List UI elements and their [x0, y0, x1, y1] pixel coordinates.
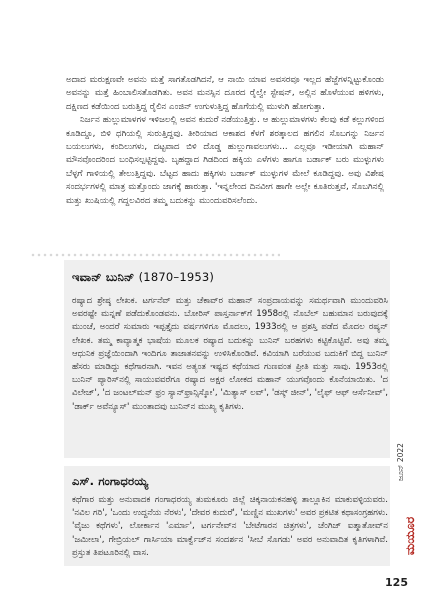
translator-bio-box: [64, 466, 390, 566]
author-name: ಇವಾನ್ ಬುನಿನ್: [72, 270, 135, 284]
story-paragraph: ನಿರ್ಜನ ಹುಲ್ಲುಮಾಳಗಳ ಇಳಿಜಲಲ್ಲಿ ಅವನ ಕುದುರೆ ನಡೆಯುತ್ತಿತ್ತು. ಆ ಹುಲ್ಲುಮಾಳಗಳು ಕೆಲವು ಕಡೆ ಕಲ್ಲುಗಳಿಂದ ಕೂಡಿದ್ದೂ, ಬಿಳಿ ಧಗಿಯಲ್ಲಿ ಸುರುತ್ತಿದ್ದವು. ತೀರಿಯಾದ ಆಕಾಶದ ಕೆಳಗೆ ಶರತ್ಕಾಲದ ಹಗಲಿನ ಸೊಬಗನ್ನು ನಿರ್ಜನ ಬಯಲುಗಳು, ಕಂದಿಲುಗಳು, ದಟ್ಟವಾದ ಬಿಳಿ ದೊಡ್ಡ ಹುಲ್ಲುಗಾವಲುಗಳು... ಎಲ್ಲವೂ ಇಡೀಯಾಗಿ ಮಹಾನ್ ಮೌನವೊಂದರಿಂದ ಬಂಧಿಸಲ್ಪಟ್ಟಿದ್ದವು. ಬೃಹದ್ದಾದ ಗಿಡದಿಂದ ಹಕ್ಕಿಯ ಎಳೆಗಳು ಹಾಗೂ ಬರ್ಡಾಕ್ ಬರು ಮುಳ್ಳುಗಳು ಬೆಳ್ಳಗೆ ಗಾಳಿಯಲ್ಲಿ ತೇಲುತ್ತಿದ್ದವು. ಬೆಟ್ಟದ ಹಾದು ಹಕ್ಕಿಗಳು ಬರ್ಡಾಕ್ ಮುಳ್ಳುಗಳ ಮೇಲೆ ಕೂಡಿದ್ದವು. ಅವು ವಿಶೇಷ ಸಂದರ್ಭಗಳಲ್ಲಿ ಮಾತ್ರ ಮತ್ತೊಂದು ಜಾಗಕ್ಕೆ ಹಾರುತ್ತಾ. 'ಇನ್ನಲೇಂದ ದಿನವೀಗ ಹಾಗೇ ಅಲ್ಲೇ ಕೂತಿರುತ್ತವೆ, ಸೊಬಗಿನಲ್ಲಿ ಮತ್ತು ಖುಷಿಯಲ್ಲಿ ಗದ್ದಲವಿರದ ತಮ್ಮ ಬದುಕನ್ನು ಮುಂದುವರಿಸಲೆಂದು.: [66, 115, 384, 206]
story-text: [66, 74, 384, 208]
translator-name: ಎಸ್. ಗಂಗಾಧರಯ್ಯ: [72, 474, 149, 488]
issue-date: ಜೂನ್ 2022: [396, 443, 405, 481]
page-number: 125: [385, 576, 408, 589]
author-years: (1870–1953): [138, 270, 215, 284]
dotted-divider: [30, 252, 280, 258]
author-name-heading: [72, 270, 214, 285]
story-paragraph: ಅದಾದ ಮರುಕ್ಷಣವೇ ಅವನು ಮತ್ತೆ ಸಾಗತೊಡಗಿದನೆ, ಆ ನಾಯಿ ಯಾವ ಅವಸರವೂ ಇಲ್ಲದ ಹೆಜ್ಜೆಗಳನ್ನಿಟ್ಟುಕೊಂಡು ಅವನನ್ನು ಮತ್ತೆ ಹಿಂಬಾಲಿಸತೊಡಗಿತು. ಅವನ ಮನಸ್ಸಿನ ದೂರದ ರೈಲ್ವೇ ಸ್ಟೇಷನ್, ಅಲ್ಲಿನ ಹೊಳೆಯುವ ಹಳಿಗಳು, ದಕ್ಷಿಣದ ಕಡೆಯಿಂದ ಬರುತ್ತಿದ್ದ ರೈಲಿನ ಎಂಜಿನ್ ಉಗುಳುತ್ತಿದ್ದ ಹೊಗೆಯಲ್ಲಿ ಮುಳುಗಿ ಹೋಗುತ್ತಾ.: [66, 75, 384, 112]
author-bio-text: ರಷ್ಯಾದ ಶ್ರೇಷ್ಠ ಲೇಖಕ. ಟರ್ಗನೆವ್ ಮತ್ತು ಚೆಕಾವ್‌ರ ಮಹಾನ್ ಸಂಪ್ರದಾಯವನ್ನು ಸಮರ್ಥವಾಗಿ ಮುಂದುವರಿಸಿ ಅವರಷ್ಟೇ ಮನ್ನಣೆ ಪಡೆದುಕೊಂಡವನು. ಬೋರಿಸ್ ಪಾಸ್ತರ್ನಾಕ್‌ಗೆ 1958ರಲ್ಲಿ ನೊಬೆಲ್ ಬಹುಮಾನ ಬರುವುದಕ್ಕೆ ಮುಂಚೆ, ಅಂದರೆ ಸುಮಾರು ಇಪ್ಪತ್ತೈದು ವರ್ಷಗಳಿಗೂ ಮೊದಲು, 1933ರಲ್ಲಿ ಆ ಪ್ರಶಸ್ತಿ ಪಡೆದ ಮೊದಲ ರಷ್ಯನ್ ಲೇಖಕ. ತಮ್ಮ ಕಾವ್ಯಾತ್ಮಕ ಭಾಷೆಯ ಮೂಲಕ ರಷ್ಯಾದ ಬದುಕನ್ನು ಬುನಿನ್ ಬರಹಗಳು ಕಟ್ಟಿಕೊಟ್ಟಿವೆ. ಅವು ತಮ್ಮ ಆಧುನಿಕ ಪ್ರಜ್ಞೆಯಿಂದಾಗಿ ಇಂದಿಗೂ ತಾಜಾತನವನ್ನು ಉಳಿಸಿಕೊಂಡಿವೆ. ಕವಿಯಾಗಿ ಬರೆಯುವ ಬದುಕಿಗೆ ಬಿದ್ದ ಬುನಿನ್ ಹೆಸರು ಮಾಡಿದ್ದು ಕಥೆಗಾರನಾಗಿ. ಇವನ ಅತ್ಯಂತ ಇಷ್ಟದ ಕಥೆಯಾದ ಗುಣವಂತ ಪ್ರೀತಿ ಮತ್ತು ಸಾವು. 1953ರಲ್ಲಿ ಬುನಿನ್ ಪ್ಯಾರಿಸ್‌ನಲ್ಲಿ ಸಾಯುವವರೆಗೂ ರಷ್ಯಾದ ಅಕ್ಷರ ಲೋಕದ ಮಹಾನ್ ಯುಗವೊಂದು ಕೊನೆಯಾಯಿತು. 'ದ ವಿಲೇಜ್', 'ದ ಜಂಟಲ್‌ಮನ್ ಫ್ರಂ ಸ್ಯಾನ್‌ಫ್ರಾನ್ಸಿಸ್ಕೋ', 'ಮಿತ್ಯಾಸ್ ಲವ್', 'ಡಸ್ಕ್ ಜೀನ್', 'ಲೈಫ್ ಆಫ್ ಆರ್ಸೆನೀವ್', 'ಡಾರ್ಕ್ ಅವೆನ್ಯೂಸ್' ಮುಂತಾದವು ಬುನಿನ್‌ನ ಮುಖ್ಯ ಕೃತಿಗಳು.: [72, 296, 388, 412]
magazine-logo: ಮಯೂರ: [403, 516, 417, 556]
author-bio-box: [64, 260, 390, 458]
translator-bio-text: ಕಥೆಗಾರ ಮತ್ತು ಅನುವಾದಕ ಗಂಗಾಧರಯ್ಯ ತುಮಕೂರು ಜಿಲ್ಲೆ ಚಿಕ್ಕನಾಯಕನಹಳ್ಳಿ ತಾಲ್ಲೂಕಿನ ಮಾಕುವಳ್ಳಿಯವರು. 'ನವಿಲ ಗರಿ', 'ಒಂದು ಉದ್ದನೆಯ ನೆರಳು', 'ದೇವರ ಕುದುರೆ', 'ಮಣ್ಣಿನ ಮುಖಗಳು' ಅವರ ಪ್ರಕಟಿತ ಕಥಾಸಂಗ್ರಹಗಳು. 'ವೈಜು ಕಥೆಗಳು', ಲೋರ್ಕಾನ 'ಎರ್ಮಾ', ಟರ್ಗನೇವ್‌ನ 'ಬೇಟೆಗಾರನ ಚಿತ್ರಗಳು', ಚೆಂಗಿಜ್ ಐತ್ಮಾತೋವ್‌ನ 'ಜಮೀಲಾ', ಗೇಬ್ರಿಯಲ್ ಗಾರ್ಸಿಯಾ ಮಾರ್ಕ್ವೆಜ್‌ನ ಸಂದರ್ಶನ 'ಸೀಬೆ ಸೊಗಡು' ಅವರ ಅನುವಾದಿತ ಕೃತಿಗಳಾಗಿವೆ. ಪ್ರಸ್ತುತ ತಿಪಟೂರಿನಲ್ಲಿ ವಾಸ.: [72, 495, 388, 558]
